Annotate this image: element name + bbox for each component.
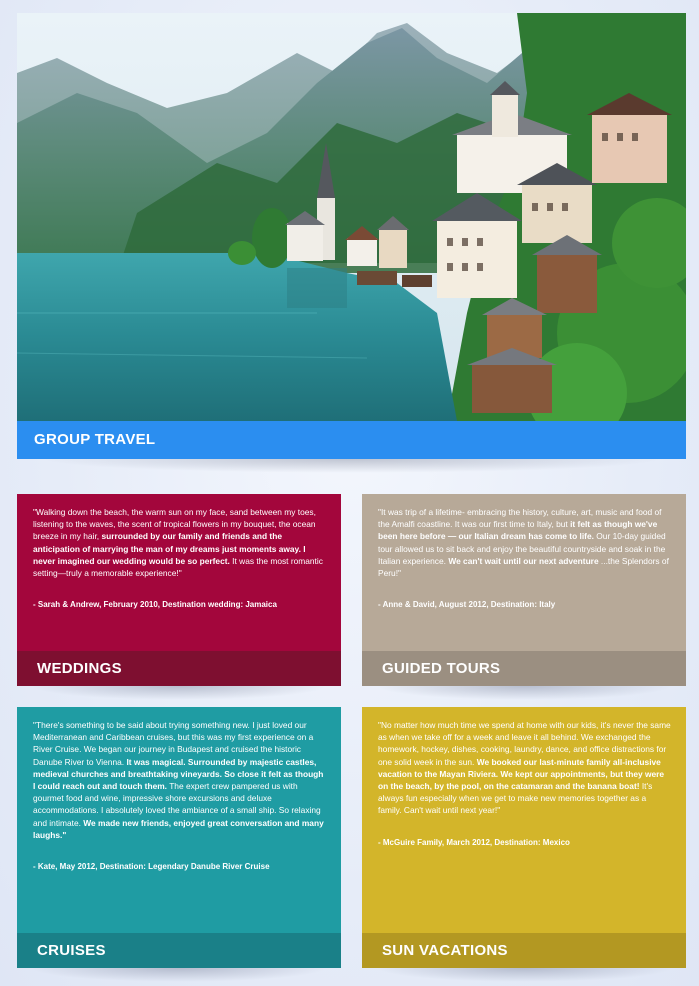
weddings-testimonial <box>17 494 341 611</box>
testimonial-signature: - McGuire Family, March 2012, Destination: Mexico <box>378 837 570 847</box>
testimonial-quote <box>33 506 327 579</box>
cruises-title: CRUISES <box>17 933 341 968</box>
sun-vacations-title: SUN VACATIONS <box>362 933 686 968</box>
testimonial-quote <box>378 506 672 579</box>
lake-village-mountains-photo <box>17 13 686 421</box>
quote-segment: surrounded by our family and friends and the anticipation of marrying the man of my dreams just moments away. I never imagined our wedding would be so perfect. <box>33 531 306 566</box>
sun-vacations-testimonial <box>362 707 686 849</box>
group-travel-hero[interactable] <box>17 13 686 459</box>
quote-segment: Our 10-day guided tour allowed us to sit back and enjoy the beautiful countryside and soak in the Italian experience. <box>378 531 666 566</box>
testimonial-signature: - Kate, May 2012, Destination: Legendary Danube River Cruise <box>33 862 270 872</box>
quote-segment: "It was trip of a lifetime- embracing the history, culture, art, music and food of the Amalfi coastline. It was our first time to Italy, but <box>378 507 662 530</box>
card-shadow <box>375 686 673 700</box>
group-travel-title: GROUP TRAVEL <box>17 421 686 459</box>
card-shadow <box>30 968 328 982</box>
quote-segment: We booked our last-minute family all-inclusive vacation to the Mayan Riviera. We kept our appointments, but they were on the beach, by the pool, on the catamaran and the banana boat! <box>378 756 665 792</box>
testimonial-quote <box>33 719 327 841</box>
quote-segment: It was the most romantic setting—truly a memorable experience!" <box>33 555 323 579</box>
testimonial-quote <box>378 719 672 817</box>
guided-tours-card[interactable] <box>362 494 686 686</box>
quote-segment: It was magical. Surrounded by majestic castles, medieval churches and breathtaking vineyards. So close it felt as though I could reach out and touch them. <box>33 756 324 792</box>
card-shadow <box>30 686 328 700</box>
quote-segment: ...the Splendors of Peru!" <box>378 555 669 579</box>
hero-shadow <box>40 459 663 473</box>
cruises-card[interactable] <box>17 707 341 968</box>
cruises-testimonial <box>17 707 341 873</box>
card-shadow <box>375 968 673 982</box>
weddings-title: WEDDINGS <box>17 651 341 686</box>
sun-vacations-card[interactable] <box>362 707 686 968</box>
quote-segment: "There's something to be said about trying something new. I just loved our Mediterranean and Caribbean cruises, but this was my first experience on a River Cruise. We began our journey in Budapest and cruised the historic Danube River to Vienna. <box>33 720 314 767</box>
testimonial-signature: - Sarah & Andrew, February 2010, Destination wedding: Jamaica <box>33 600 277 610</box>
quote-segment: It's always fun especially when we get to make new memories together as a family. Can't wait until next year!" <box>378 781 653 816</box>
quote-segment: We can't wait until our next adventure <box>448 555 599 566</box>
weddings-card[interactable] <box>17 494 341 686</box>
testimonial-signature: - Anne & David, August 2012, Destination: Italy <box>378 600 556 610</box>
guided-tours-title: GUIDED TOURS <box>362 651 686 686</box>
guided-tours-testimonial <box>362 494 686 611</box>
quote-segment: "Walking down the beach, the warm sun on my face, sand between my toes, listening to the waves, the scent of tropical flowers in my bouquet, the ocean breeze in my hair, <box>33 507 316 542</box>
quote-segment: "No matter how much time we spend at home with our kids, it's never the same as when we take off for a week and leave it all behind. We exchanged the homework, hockey, dishes, cooking, laundry, dance, and office distractions for one solid week in the sun. <box>378 720 671 767</box>
quote-segment: We made new friends, enjoyed great conversation and many laughs." <box>33 817 324 840</box>
quote-segment: The expert crew pampered us with gourmet food and wine, impressive shore excursions and deluxe accommodations. I absolutely loved the ambiance of a small ship. So relaxing and intimate. <box>33 781 321 828</box>
quote-segment: it felt as though we've been here before — our Italian dream has come to life. <box>378 519 658 542</box>
